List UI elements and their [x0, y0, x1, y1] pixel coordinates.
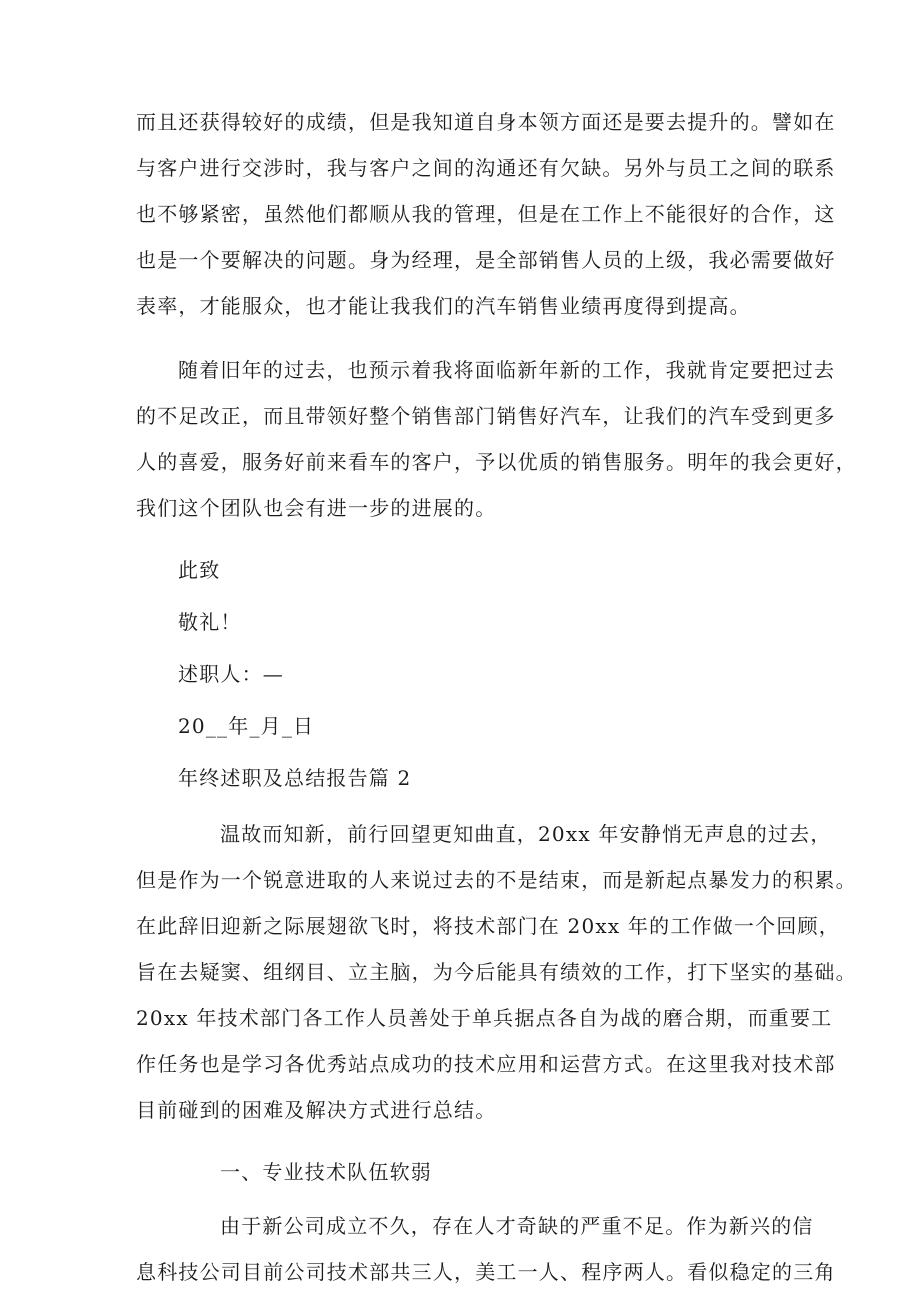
text-line: 作任务也是学习各优秀站点成功的技术应用和运营方式。在这里我对技术部 — [136, 1052, 836, 1076]
closing-greeting: 此致 — [178, 558, 221, 582]
text-line: 息科技公司目前公司技术部共三人，美工一人、程序两人。看似稳定的三角 — [136, 1260, 836, 1284]
text-line: 也是一个要解决的问题。身为经理，是全部销售人员的上级，我必需要做好 — [136, 248, 836, 272]
section-title: 年终述职及总结报告篇 2 — [178, 766, 412, 790]
text-line: 随着旧年的过去，也预示着我将面临新年新的工作，我就肯定要把过去 — [178, 358, 836, 382]
text-line: 温故而知新，前行回望更知曲直，20xx 年安静悄无声息的过去， — [220, 822, 832, 846]
text-line: 旨在去疑窦、组纲目、立主脑，为今后能具有绩效的工作，打下坚实的基础。 — [136, 960, 857, 984]
text-line: 与客户进行交涉时，我与客户之间的沟通还有欠缺。另外与员工之间的联系 — [136, 156, 836, 180]
text-line: 我们这个团队也会有进一步的进展的。 — [136, 496, 497, 520]
subheading: 一、专业技术队伍软弱 — [220, 1160, 432, 1184]
text-line: 20xx 年技术部门各工作人员善处于单兵据点各自为战的磨合期，而重要工 — [136, 1006, 833, 1030]
text-line: 由于新公司成立不久，存在人才奇缺的严重不足。作为新兴的信 — [220, 1214, 814, 1238]
date-line: 20__年_月_日 — [178, 714, 315, 738]
text-line: 表率，才能服众，也才能让我我们的汽车销售业绩再度得到提高。 — [136, 294, 751, 318]
text-line: 也不够紧密，虽然他们都顺从我的管理，但是在工作上不能很好的合作，这 — [136, 202, 836, 226]
text-line: 的不足改正，而且带领好整个销售部门销售好汽车，让我们的汽车受到更多 — [136, 404, 836, 428]
text-line: 目前碰到的困难及解决方式进行总结。 — [136, 1098, 497, 1122]
text-line: 在此辞旧迎新之际展翅欲飞时，将技术部门在 20xx 年的工作做一个回顾， — [136, 914, 840, 938]
signature-line: 述职人：— — [178, 662, 284, 686]
text-line: 人的喜爱，服务好前来看车的客户，予以优质的销售服务。明年的我会更好， — [136, 450, 857, 474]
closing-salute: 敬礼！ — [178, 610, 242, 634]
text-line: 但是作为一个锐意进取的人来说过去的不是结束，而是新起点暴发力的积累。 — [136, 868, 857, 892]
text-line: 而且还获得较好的成绩，但是我知道自身本领方面还是要去提升的。譬如在 — [136, 110, 836, 134]
